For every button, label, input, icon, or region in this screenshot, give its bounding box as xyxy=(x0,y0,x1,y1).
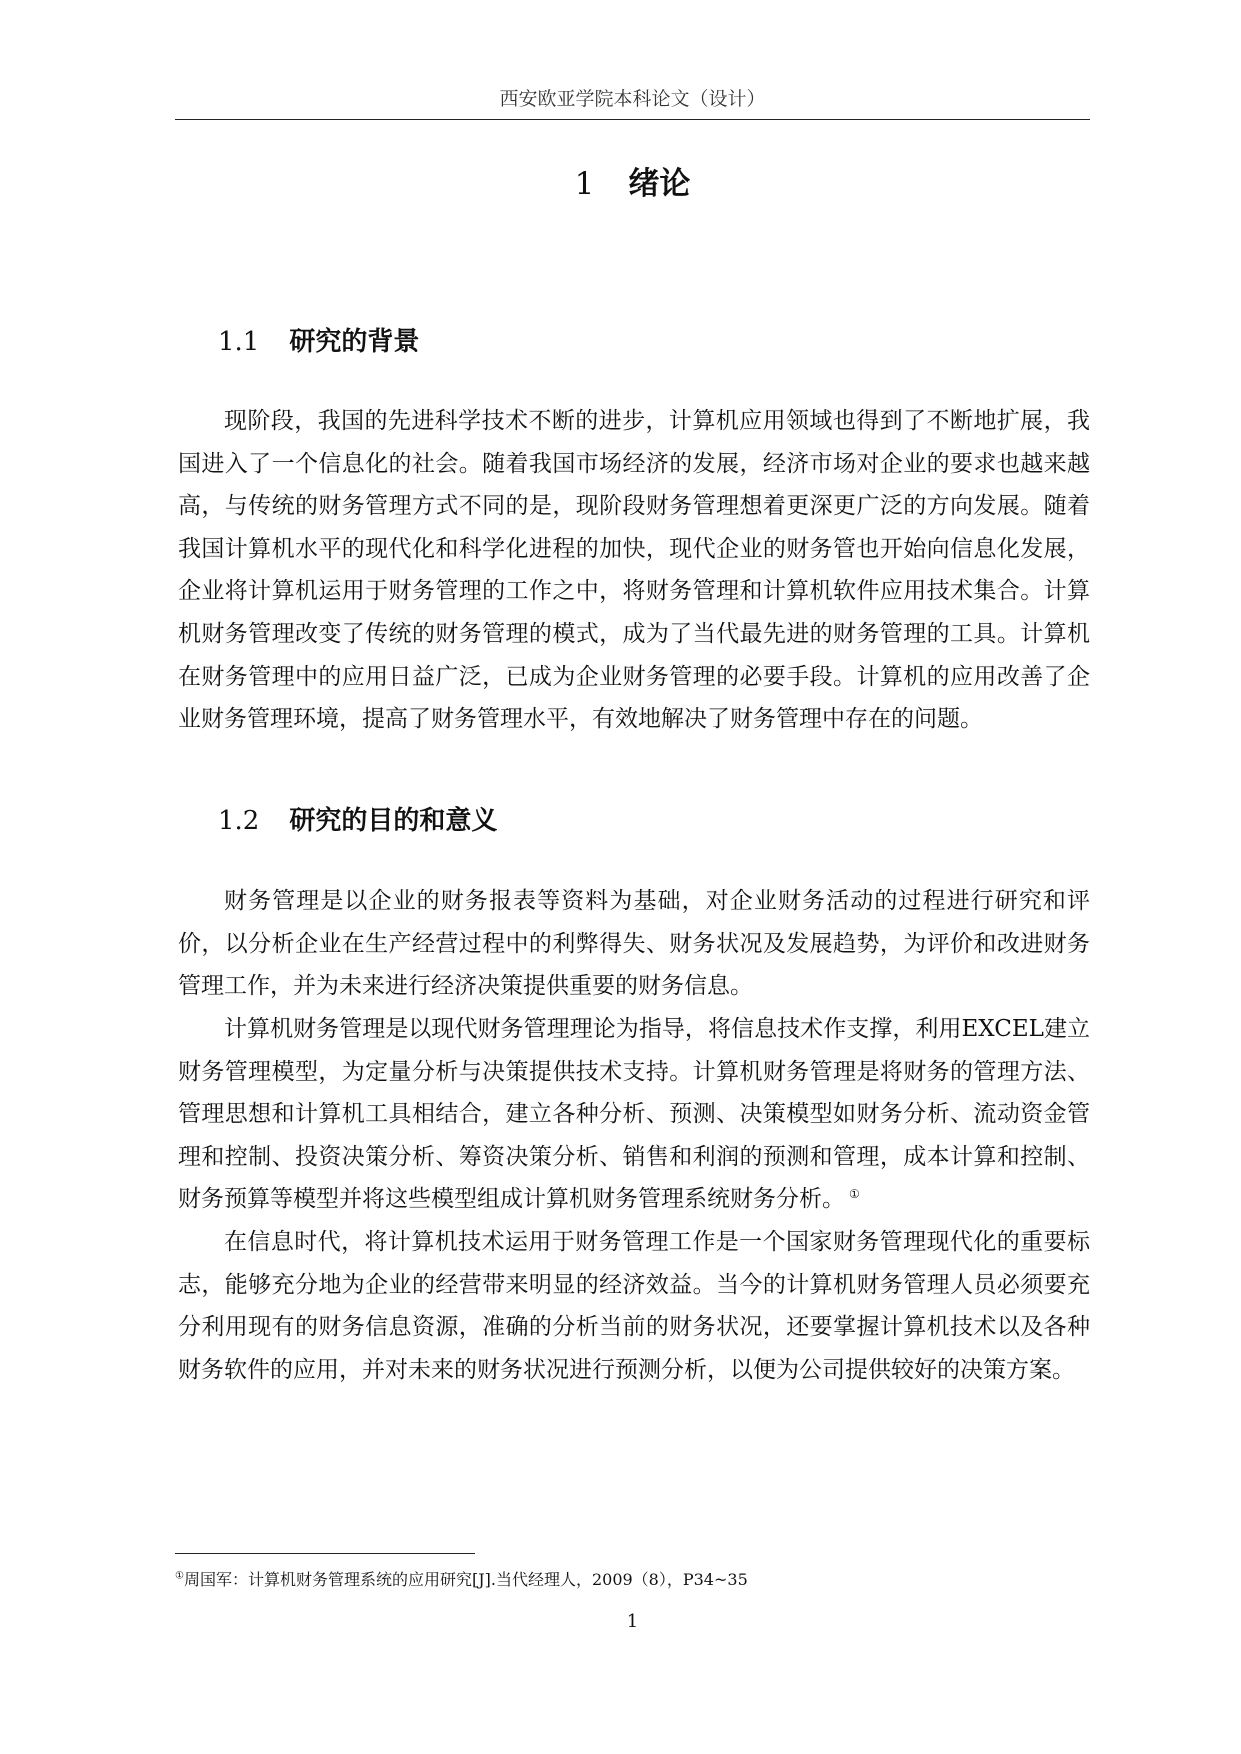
section-heading xyxy=(218,324,419,360)
section-number: 1.2 xyxy=(218,806,260,836)
paragraph: 财务管理是以企业的财务报表等资料为基础，对企业财务活动的过程进行研究和评价，以分析企业在生产经营过程中的利弊得失、财务状况及发展趋势，为评价和改进财务管理工作，并为未来进行经济决策提供重要的财务信息。 xyxy=(178,888,1090,1000)
page-number: 1 xyxy=(626,1611,639,1632)
section-heading xyxy=(218,803,497,839)
paragraph-text: 计算机财务管理是以现代财务管理理论为指导，将信息技术作支撑，利用EXCEL建立财务管理模型，为定量分析与决策提供技术支持。计算机财务管理是将财务的管理方法、管理思想和计算机工具相结合，建立各种分析、预测、决策模型如财务分析、流动资金管理和控制、投资决策分析、筹资决策分析、销售和利润的预测和管理，成本计算和控制、财务预算等模型并将这些模型组成计算机财务管理系统财务分析。 xyxy=(178,1016,1090,1213)
footnote-rule xyxy=(175,1553,475,1554)
paragraph: 在信息时代，将计算机技术运用于财务管理工作是一个国家财务管理现代化的重要标志，能够充分地为企业的经营带来明显的经济效益。当今的计算机财务管理人员必须要充分利用现有的财务信息资源，准确的分析当前的财务状况，还要掌握计算机技术以及各种财务软件的应用，并对未来的财务状况进行预测分析，以便为公司提供较好的决策方案。 xyxy=(178,1229,1090,1383)
footnote-text: 周国军：计算机财务管理系统的应用研究[J].当代经理人，2009（8），P34~35 xyxy=(183,1570,748,1589)
footnote xyxy=(175,1568,1090,1592)
chapter-number: 1 xyxy=(574,166,595,202)
footnote-mark: ① xyxy=(175,1570,184,1582)
section-title: 研究的背景 xyxy=(289,327,420,357)
footnote-reference[interactable]: ① xyxy=(849,1186,860,1201)
header-rule xyxy=(175,119,1090,120)
chapter-title xyxy=(175,162,1090,206)
section-number: 1.1 xyxy=(218,327,260,357)
running-header: 西安欧亚学院本科论文（设计） xyxy=(499,88,766,110)
chapter-title-text: 绪论 xyxy=(628,166,691,202)
paragraph: 现阶段，我国的先进科学技术不断的进步，计算机应用领域也得到了不断地扩展，我国进入了一个信息化的社会。随着我国市场经济的发展，经济市场对企业的要求也越来越高，与传统的财务管理方式不同的是，现阶段财务管理想着更深更广泛的方向发展。随着我国计算机水平的现代化和科学化进程的加快，现代企业的财务管也开始向信息化发展，企业将计算机运用于财务管理的工作之中，将财务管理和计算机软件应用技术集合。计算机财务管理改变了传统的财务管理的模式，成为了当代最先进的财务管理的工具。计算机在财务管理中的应用日益广泛，已成为企业财务管理的必要手段。计算机的应用改善了企业财务管理环境，提高了财务管理水平，有效地解决了财务管理中存在的问题。 xyxy=(178,408,1090,733)
section-title: 研究的目的和意义 xyxy=(289,806,498,836)
paragraph xyxy=(178,1008,1090,1221)
